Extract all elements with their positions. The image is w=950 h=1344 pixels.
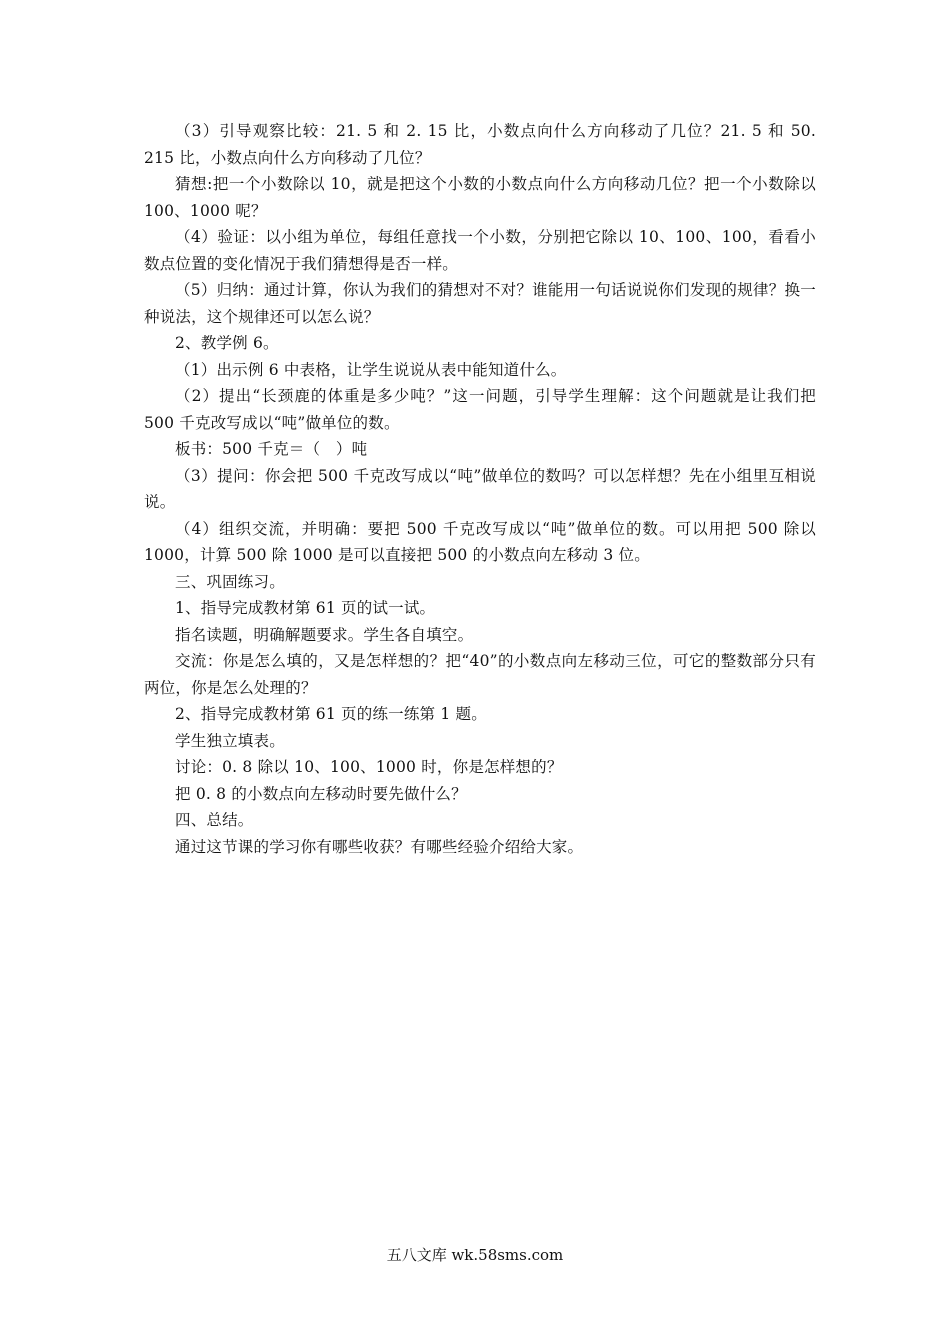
paragraph: （4）组织交流，并明确：要把 500 千克改写成以“吨”做单位的数。可以用把 500 除以 1000，计算 500 除 1000 是可以直接把 500 的小数点向左移动 3 位。: [144, 519, 816, 564]
paragraph: 把 0. 8 的小数点向左移动时要先做什么？: [175, 784, 467, 803]
board-writing: 板书：500 千克＝（ ）吨: [175, 440, 368, 458]
paragraph: （1）出示例 6 中表格，让学生说说从表中能知道什么。: [175, 360, 567, 379]
paragraph: （3）提问：你会把 500 千克改写成以“吨”做单位的数吗？可以怎样想？先在小组里互相说说。: [144, 466, 816, 511]
paragraph: （3）引导观察比较：21. 5 和 2. 15 比，小数点向什么方向移动了几位？21. 5 和 50. 215 比，小数点向什么方向移动了几位？: [144, 122, 816, 167]
paragraph: 2、指导完成教材第 61 页的练一练第 1 题。: [175, 705, 487, 723]
paragraph: 指名读题，明确解题要求。学生各自填空。: [175, 625, 474, 644]
paragraph: 1、指导完成教材第 61 页的试一试。: [175, 599, 436, 617]
paragraph: （4）验证：以小组为单位，每组任意找一个小数，分别把它除以 10、100、100，看看小数点位置的变化情况于我们猜想得是否一样。: [144, 228, 816, 273]
paragraph: 讨论：0. 8 除以 10、100、1000 时，你是怎样想的？: [175, 758, 563, 776]
paragraph: （2）提出“长颈鹿的体重是多少吨？”这一问题，引导学生理解：这个问题就是让我们把 500 千克改写成以“吨”做单位的数。: [144, 387, 816, 432]
document-body: [144, 118, 816, 860]
paragraph: 交流：你是怎么填的，又是怎样想的？把“40”的小数点向左移动三位，可它的整数部分只有两位，你是怎么处理的？: [144, 652, 816, 697]
paragraph: （5）归纳：通过计算，你认为我们的猜想对不对？谁能用一句话说说你们发现的规律？换一种说法，这个规律还可以怎么说？: [144, 281, 816, 326]
paragraph: 学生独立填表。: [175, 731, 285, 750]
page-footer: 五八文库 wk.58sms.com: [386, 1246, 564, 1264]
section-heading: 四、总结。: [175, 811, 254, 829]
section-heading: 2、教学例 6。: [175, 334, 279, 352]
paragraph: 猜想:把一个小数除以 10，就是把这个小数的小数点向什么方向移动几位？把一个小数除以 100、1000 呢？: [144, 175, 816, 220]
section-heading: 三、巩固练习。: [175, 572, 285, 591]
paragraph: 通过这节课的学习你有哪些收获？有哪些经验介绍给大家。: [175, 837, 584, 856]
